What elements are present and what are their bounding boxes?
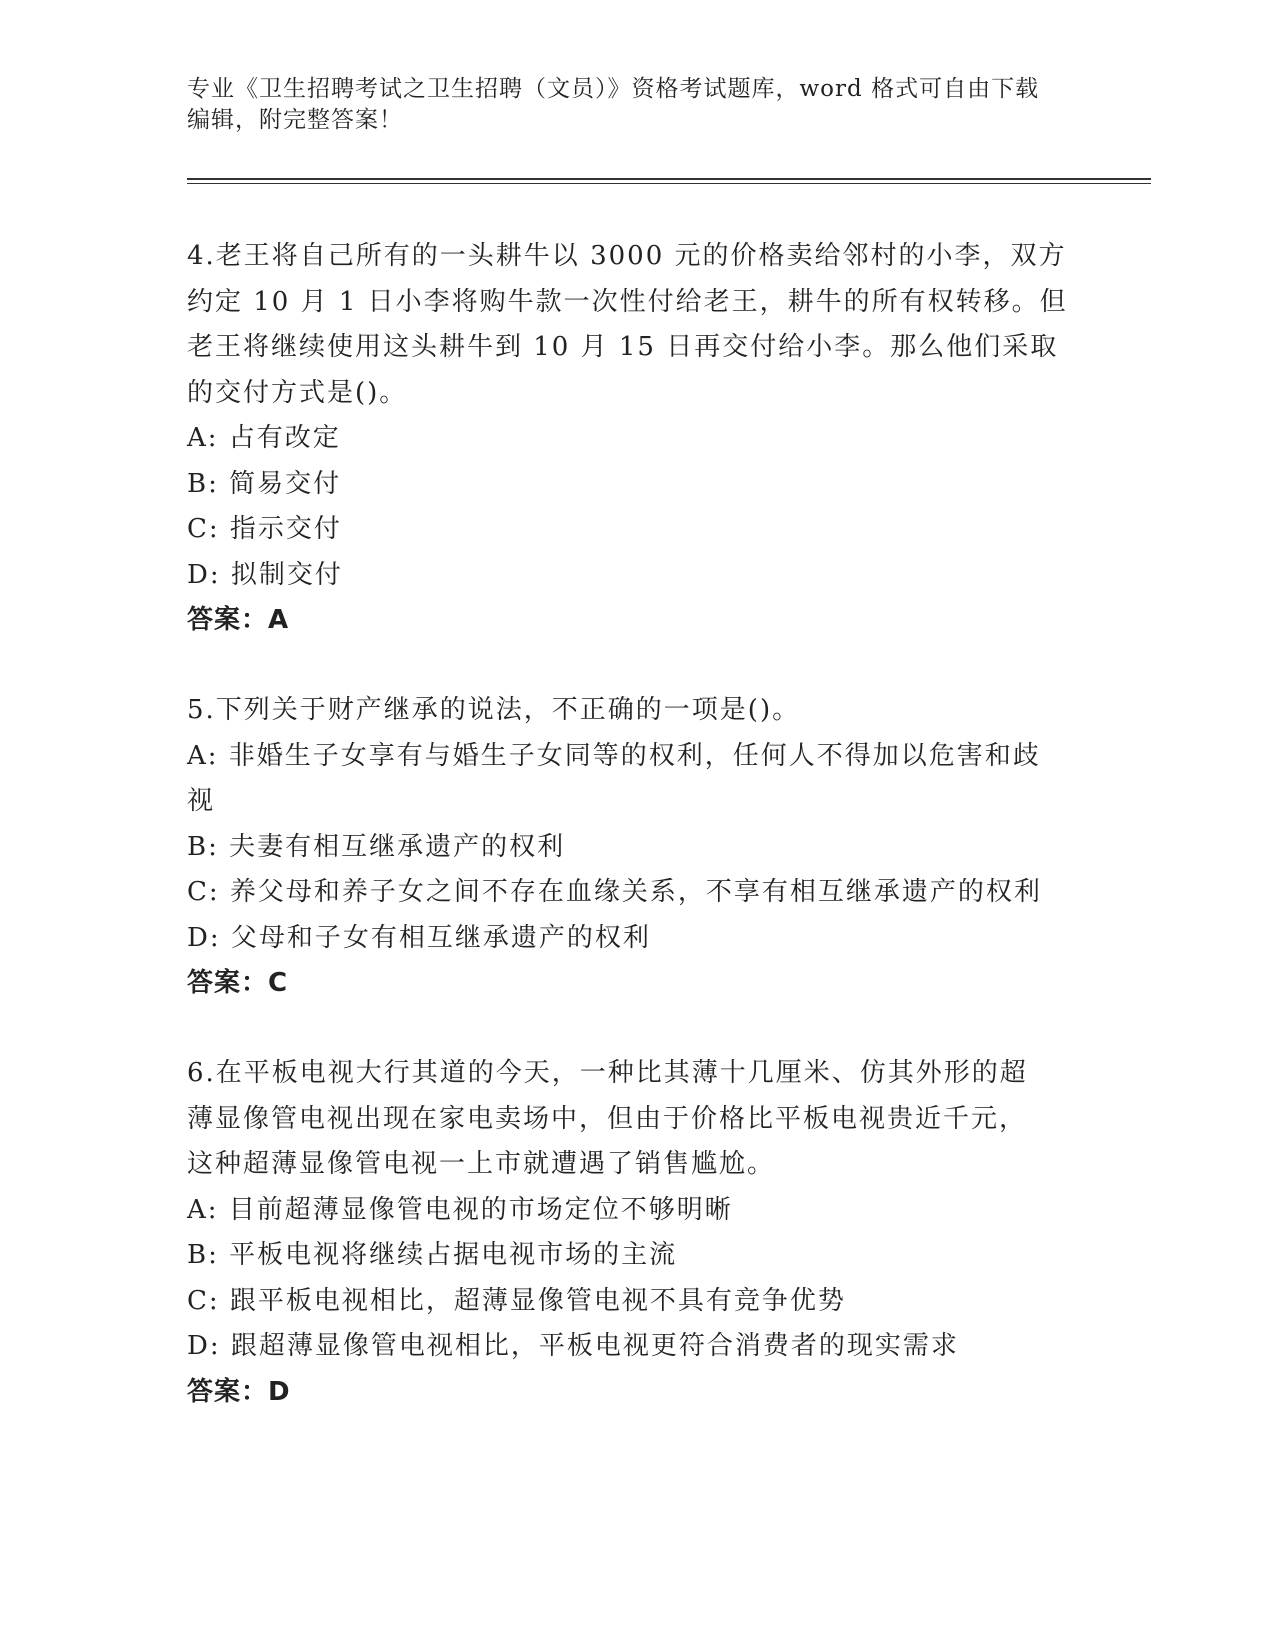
question-stem-line: 薄显像管电视出现在家电卖场中，但由于价格比平板电视贵近千元，	[187, 1103, 1028, 1134]
question-stem-line: 6.在平板电视大行其道的今天，一种比其薄十几厘米、仿其外形的超	[187, 1058, 1028, 1088]
option-a: A: 占有改定	[187, 423, 341, 453]
option-d: D: 拟制交付	[187, 559, 343, 590]
option-b: B: 夫妻有相互继承遗产的权利	[187, 831, 566, 862]
question-stem-line: 这种超薄显像管电视一上市就遭遇了销售尴尬。	[187, 1149, 776, 1179]
answer-line: 答案：C	[187, 968, 289, 998]
question-stem-line: 4.老王将自己所有的一头耕牛以 3000 元的价格卖给邻村的小李，双方	[187, 241, 1067, 271]
option-b: B: 简易交付	[187, 468, 342, 499]
question-stem-line: 约定 10 月 1 日小李将购牛款一次性付给老王，耕牛的所有权转移。但	[187, 286, 1068, 317]
option-c: C: 养父母和养子女之间不存在血缘关系，不享有相互继承遗产的权利	[187, 877, 1042, 907]
option-a: A: 非婚生子女享有与婚生子女同等的权利，任何人不得加以危害和歧	[187, 740, 1041, 771]
question-4	[187, 234, 1087, 644]
header-divider-thick	[187, 178, 1151, 180]
answer-line: 答案：A	[187, 605, 290, 635]
option-d: D: 父母和子女有相互继承遗产的权利	[187, 922, 651, 953]
question-stem-line: 5.下列关于财产继承的说法，不正确的一项是()。	[187, 695, 801, 725]
header-divider-thin	[187, 183, 1151, 184]
question-stem-line: 的交付方式是()。	[187, 377, 408, 408]
answer-line: 答案：D	[187, 1376, 291, 1407]
question-6	[187, 1051, 1087, 1415]
option-a-continued: 视	[187, 786, 216, 816]
question-5	[187, 688, 1087, 1007]
option-c: C: 指示交付	[187, 514, 342, 544]
question-stem-line: 老王将继续使用这头耕牛到 10 月 15 日再交付给小李。那么他们采取	[187, 332, 1059, 362]
header-line-1: 专业《卫生招聘考试之卫生招聘（文员）》资格考试题库，word 格式可自由下载	[187, 76, 1040, 102]
option-c: C: 跟平板电视相比，超薄显像管电视不具有竞争优势	[187, 1285, 846, 1316]
document-header	[187, 74, 1087, 136]
option-b: B: 平板电视将继续占据电视市场的主流	[187, 1240, 678, 1270]
header-line-2: 编辑，附完整答案！	[187, 107, 403, 133]
option-d: D: 跟超薄显像管电视相比，平板电视更符合消费者的现实需求	[187, 1331, 959, 1361]
option-a: A: 目前超薄显像管电视的市场定位不够明晰	[187, 1194, 733, 1225]
